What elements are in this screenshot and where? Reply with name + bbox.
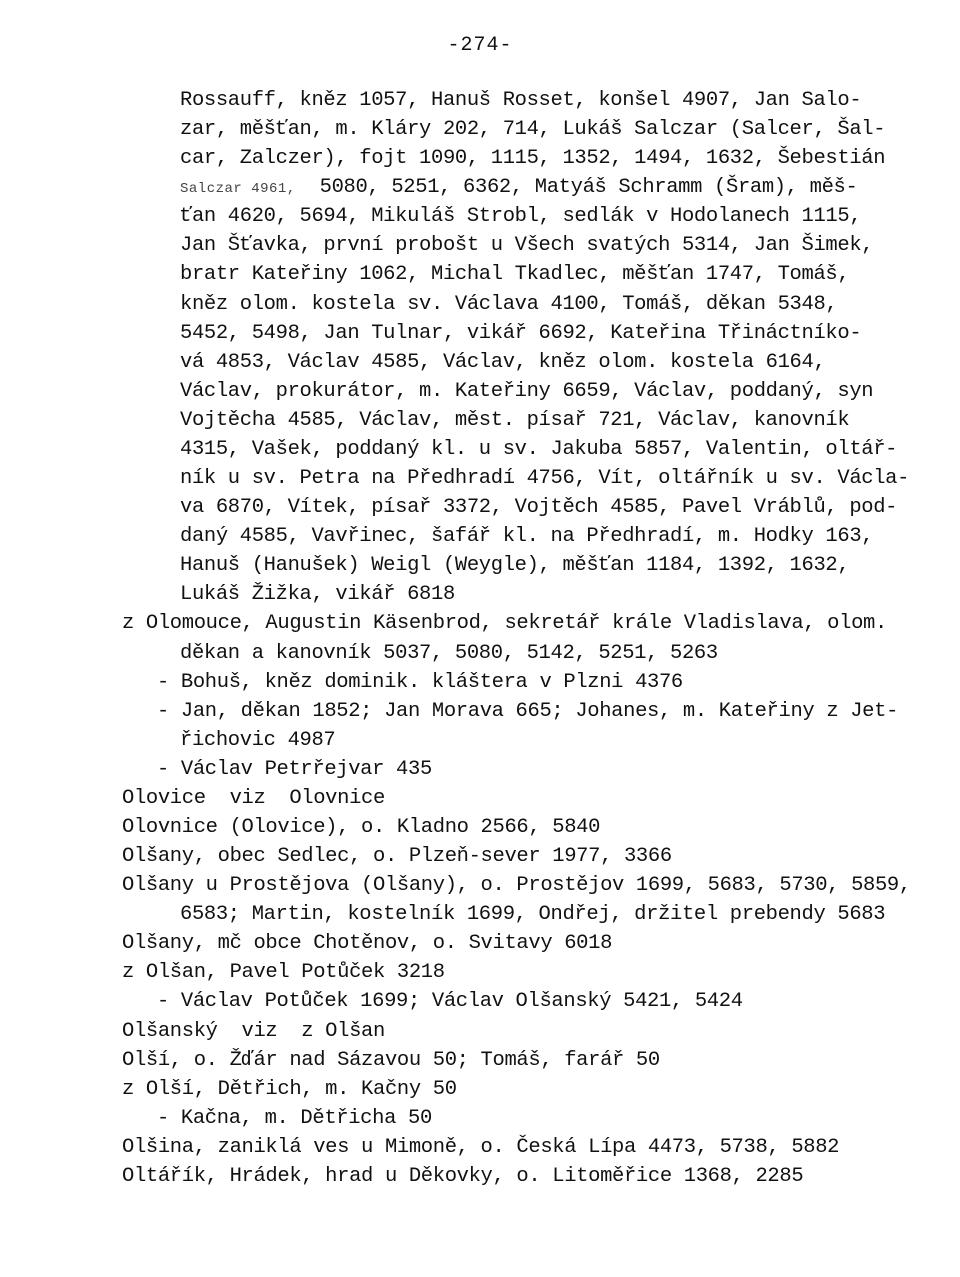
text-line: [122, 609, 887, 638]
line-text: daný 4585, Vavřinec, šafář kl. na Předhradí, m. Hodky 163,: [180, 525, 874, 549]
line-text: kněz olom. kostela sv. Václava 4100, Tomáš, děkan 5348,: [180, 292, 838, 316]
text-line: [180, 377, 873, 406]
text-line: [180, 260, 849, 289]
line-text: - Jan, děkan 1852; Jan Morava 665; Johanes, m. Kateřiny z Jet-: [157, 699, 899, 723]
line-text: car, Zalczer), fojt 1090, 1115, 1352, 1494, 1632, Šebestián: [180, 147, 886, 171]
line-text: 5080, 5251, 6362, Matyáš Schramm (Šram), měš-: [295, 176, 858, 200]
line-text: bratr Kateřiny 1062, Michal Tkadlec, měšťan 1747, Tomáš,: [180, 263, 850, 287]
line-text: Václav, prokurátor, m. Kateřiny 6659, Václav, poddaný, syn: [180, 379, 874, 403]
text-line: [180, 551, 849, 580]
line-text: Lukáš Žižka, vikář 6818: [180, 583, 455, 607]
line-text: Olšany, mč obce Chotěnov, o. Svitavy 6018: [122, 932, 613, 956]
line-text: Olšany, obec Sedlec, o. Plzeň-sever 1977, 3366: [122, 845, 672, 869]
text-line: [180, 464, 909, 493]
text-line: [180, 290, 837, 319]
text-line: [122, 1046, 660, 1075]
text-line: [122, 871, 911, 900]
line-text: Olovnice (Olovice), o. Kladno 2566, 5840: [122, 816, 601, 839]
text-line: [122, 929, 612, 958]
line-text: děkan a kanovník 5037, 5080, 5142, 5251, 5263: [180, 641, 718, 665]
text-line: [122, 1017, 385, 1046]
line-text: Olšany u Prostějova (Olšany), o. Prostějov 1699, 5683, 5730, 5859,: [122, 874, 911, 898]
line-text: - Václav Potůček 1699; Václav Olšanský 5421, 5424: [157, 990, 743, 1014]
line-text: - Bohuš, kněz dominik. kláštera v Plzni 4376: [157, 670, 683, 694]
text-line: [122, 1162, 803, 1191]
text-line: [122, 813, 600, 842]
text-line: [180, 144, 885, 173]
text-line: [180, 900, 885, 929]
text-line: [157, 755, 432, 784]
line-text: Hanuš (Hanušek) Weigl (Weygle), měšťan 1184, 1392, 1632,: [180, 554, 850, 578]
text-line: [180, 202, 861, 231]
line-text: Olší, o. Žďár nad Sázavou 50; Tomáš, farář 50: [122, 1048, 660, 1072]
text-line: [180, 115, 885, 144]
line-text: Olšina, zaniklá ves u Mimoně, o. Česká Lípa 4473, 5738, 5882: [122, 1135, 840, 1159]
line-text: ťan 4620, 5694, Mikuláš Strobl, sedlák v Hodolanech 1115,: [180, 205, 862, 229]
line-text: Olovice viz Olovnice: [122, 786, 385, 810]
text-line: [180, 726, 335, 755]
text-line: [180, 639, 718, 668]
text-line: [180, 348, 825, 377]
text-line: [180, 435, 897, 464]
text-line: [180, 580, 455, 609]
line-text: Vojtěcha 4585, Václav, měst. písař 721, Václav, kanovník: [180, 408, 850, 432]
text-line: [122, 784, 385, 813]
line-text: 5452, 5498, Jan Tulnar, vikář 6692, Kateřina Třináctníko-: [180, 321, 862, 345]
line-text: 4315, Vašek, poddaný kl. u sv. Jakuba 5857, Valentin, oltář-: [180, 437, 898, 461]
text-line: [157, 1104, 432, 1133]
text-line: [180, 173, 857, 204]
text-line: [122, 958, 445, 987]
text-line: [180, 86, 861, 115]
line-text: va 6870, Vítek, písař 3372, Vojtěch 4585, Pavel Vráblů, pod-: [180, 496, 898, 520]
text-line: [180, 493, 897, 522]
page-number: -274-: [447, 34, 513, 57]
line-text: Rossauff, kněz 1057, Hanuš Rosset, konšel 4907, Jan Salo-: [180, 89, 862, 112]
text-line: [122, 1075, 457, 1104]
text-line: [180, 406, 849, 435]
line-text: 6583; Martin, kostelník 1699, Ondřej, držitel prebendy 5683: [180, 903, 886, 927]
text-line: [180, 319, 861, 348]
text-line: [157, 668, 683, 697]
small-text-prefix: Salczar 4961,: [180, 181, 296, 198]
line-text: - Václav Petrřejvar 435: [157, 757, 432, 781]
line-text: Oltářík, Hrádek, hrad u Děkovky, o. Litoměřice 1368, 2285: [122, 1164, 804, 1188]
line-text: - Kačna, m. Dětřicha 50: [157, 1106, 432, 1130]
text-line: [157, 697, 898, 726]
line-text: řichovic 4987: [180, 728, 336, 752]
line-text: z Olomouce, Augustin Käsenbrod, sekretář krále Vladislava, olom.: [122, 612, 887, 636]
line-text: ník u sv. Petra na Předhradí 4756, Vít, oltářník u sv. Václa-: [180, 467, 910, 491]
line-text: zar, měšťan, m. Kláry 202, 714, Lukáš Salczar (Salcer, Šal-: [180, 118, 886, 142]
line-text: Olšanský viz z Olšan: [122, 1019, 385, 1043]
line-text: Jan Šťavka, první probošt u Všech svatých 5314, Jan Šimek,: [180, 234, 874, 258]
text-line: [122, 842, 672, 871]
text-line: [122, 1133, 839, 1162]
text-line: [157, 987, 743, 1016]
line-text: vá 4853, Václav 4585, Václav, kněz olom. kostela 6164,: [180, 350, 826, 374]
text-line: [180, 522, 873, 551]
line-text: z Olší, Dětřich, m. Kačny 50: [122, 1077, 457, 1101]
line-text: z Olšan, Pavel Potůček 3218: [122, 961, 445, 985]
text-line: [180, 231, 873, 260]
